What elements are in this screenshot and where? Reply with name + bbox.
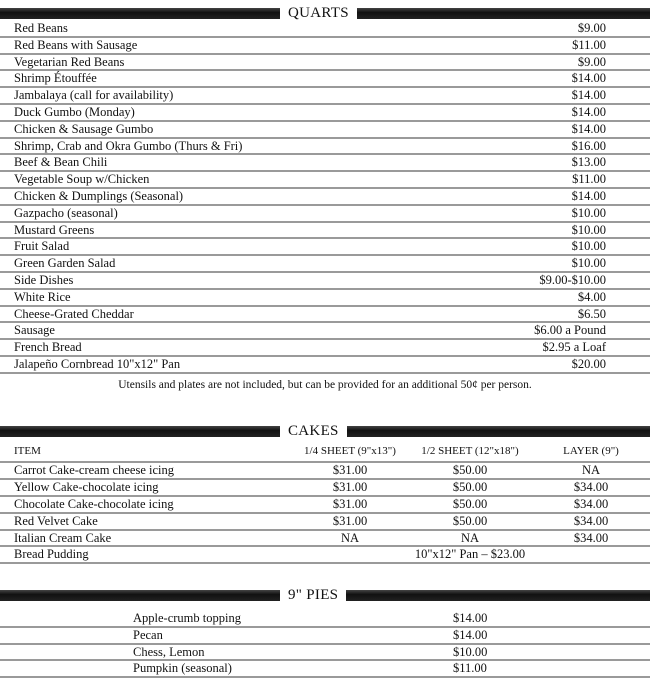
item-name: Pumpkin (seasonal) (133, 661, 232, 676)
table-row (0, 38, 650, 55)
pies-list (0, 611, 650, 678)
half-sheet-price: $50.00 (452, 479, 488, 494)
table-row (0, 172, 650, 189)
item-price: 10"x12" Pan – $23.00 (414, 547, 526, 562)
table-row (0, 645, 650, 662)
item-name: Jambalaya (call for availability) (14, 88, 174, 103)
item-name: Pecan (133, 627, 163, 642)
table-row (0, 611, 650, 628)
table-row (0, 122, 650, 139)
item-price: $13.00 (571, 155, 606, 170)
item-name: Yellow Cake-chocolate icing (14, 479, 159, 494)
item-name: Chicken & Dumplings (Seasonal) (14, 188, 184, 203)
item-price: $20.00 (571, 356, 606, 371)
table-row (0, 71, 650, 88)
item-price: $6.00 a Pound (534, 323, 606, 338)
item-price: $11.00 (572, 172, 606, 187)
item-name: Side Dishes (14, 272, 74, 287)
layer-price: $34.00 (573, 530, 609, 545)
table-row (0, 547, 650, 564)
quarter-sheet-price: NA (340, 530, 360, 545)
table-row (0, 661, 650, 678)
layer-price: $34.00 (573, 513, 609, 528)
table-row (0, 239, 650, 256)
item-name: Bread Pudding (14, 547, 89, 562)
item-price: $10.00 (571, 222, 606, 237)
table-row (0, 480, 650, 497)
table-row (0, 189, 650, 206)
item-name: French Bread (14, 340, 82, 355)
item-price: $9.00 (577, 21, 606, 35)
item-name: Italian Cream Cake (14, 530, 112, 545)
item-price: $11.00 (453, 661, 487, 676)
table-row (0, 340, 650, 357)
item-price: $14.00 (571, 121, 606, 136)
table-row (0, 514, 650, 531)
item-price: $4.00 (577, 289, 606, 304)
item-name: Fruit Salad (14, 239, 70, 254)
item-name: Cheese-Grated Cheddar (14, 306, 134, 321)
item-price: $14.00 (571, 188, 606, 203)
table-row (0, 357, 650, 374)
table-row (0, 155, 650, 172)
table-row (0, 307, 650, 324)
cakes-header (0, 424, 650, 438)
item-name: Chicken & Sausage Gumbo (14, 121, 154, 136)
quarter-sheet-price: $31.00 (332, 463, 368, 477)
table-row (0, 290, 650, 307)
item-price: $11.00 (572, 37, 606, 52)
item-name: Mustard Greens (14, 222, 95, 237)
table-row (0, 105, 650, 122)
table-row (0, 88, 650, 105)
table-row (0, 206, 650, 223)
quarts-header (0, 6, 650, 20)
section-title: CAKES (280, 424, 347, 438)
quarter-sheet-price: $31.00 (332, 513, 368, 528)
utensils-note: Utensils and plates are not included, but can be provided for an additional 50¢ per person. (118, 379, 532, 391)
item-price: $2.95 a Loaf (542, 340, 606, 355)
item-price: $10.00 (453, 644, 488, 659)
quarts-list (0, 21, 650, 374)
item-price: $14.00 (571, 104, 606, 119)
item-name: Vegetable Soup w/Chicken (14, 172, 150, 187)
col-item: ITEM (14, 445, 41, 457)
item-price: $14.00 (453, 627, 488, 642)
item-price: $6.50 (577, 306, 606, 321)
item-name: Jalapeño Cornbread 10"x12" Pan (14, 356, 181, 371)
item-name: Apple-crumb topping (133, 611, 241, 625)
layer-price: NA (581, 463, 601, 477)
table-row (0, 256, 650, 273)
table-header (0, 441, 650, 463)
half-sheet-price: NA (460, 530, 480, 545)
col-layer: LAYER (9") (563, 445, 619, 457)
table-row (0, 223, 650, 240)
item-name: Red Velvet Cake (14, 513, 98, 528)
item-price: $14.00 (453, 611, 488, 625)
table-row (0, 531, 650, 548)
cakes-table (0, 441, 650, 564)
item-name: Green Garden Salad (14, 256, 116, 271)
item-price: $14.00 (571, 71, 606, 86)
table-row (0, 323, 650, 340)
quarter-sheet-price: $31.00 (332, 479, 368, 494)
col-quarter-sheet: 1/4 SHEET (9"x13") (304, 445, 396, 457)
pies-header (0, 588, 650, 602)
item-name: Red Beans (14, 21, 68, 35)
table-row (0, 497, 650, 514)
table-row (0, 139, 650, 156)
section-title: 9" PIES (280, 588, 346, 602)
item-price: $16.00 (571, 138, 606, 153)
layer-price: $34.00 (573, 479, 609, 494)
table-row (0, 55, 650, 72)
item-price: $9.00 (577, 54, 606, 69)
item-name: Sausage (14, 323, 55, 338)
item-name: White Rice (14, 289, 71, 304)
item-name: Shrimp, Crab and Okra Gumbo (Thurs & Fri) (14, 138, 243, 153)
item-name: Beef & Bean Chili (14, 155, 108, 170)
item-name: Duck Gumbo (Monday) (14, 104, 135, 119)
item-price: $10.00 (571, 256, 606, 271)
item-name: Carrot Cake-cream cheese icing (14, 463, 174, 477)
half-sheet-price: $50.00 (452, 463, 488, 477)
item-price: $10.00 (571, 239, 606, 254)
layer-price: $34.00 (573, 496, 609, 511)
table-row (0, 463, 650, 480)
half-sheet-price: $50.00 (452, 513, 488, 528)
item-price: $9.00-$10.00 (539, 272, 606, 287)
col-half-sheet: 1/2 SHEET (12"x18") (421, 445, 519, 457)
item-name: Chocolate Cake-chocolate icing (14, 496, 174, 511)
item-price: $10.00 (571, 205, 606, 220)
item-price: $14.00 (571, 88, 606, 103)
table-row (0, 628, 650, 645)
half-sheet-price: $50.00 (452, 496, 488, 511)
item-name: Chess, Lemon (133, 644, 205, 659)
table-row (0, 21, 650, 38)
item-name: Shrimp Étouffée (14, 71, 97, 86)
quarter-sheet-price: $31.00 (332, 496, 368, 511)
item-name: Red Beans with Sausage (14, 37, 138, 52)
item-name: Gazpacho (seasonal) (14, 205, 118, 220)
item-name: Vegetarian Red Beans (14, 54, 125, 69)
table-row (0, 273, 650, 290)
section-title: QUARTS (280, 6, 357, 20)
